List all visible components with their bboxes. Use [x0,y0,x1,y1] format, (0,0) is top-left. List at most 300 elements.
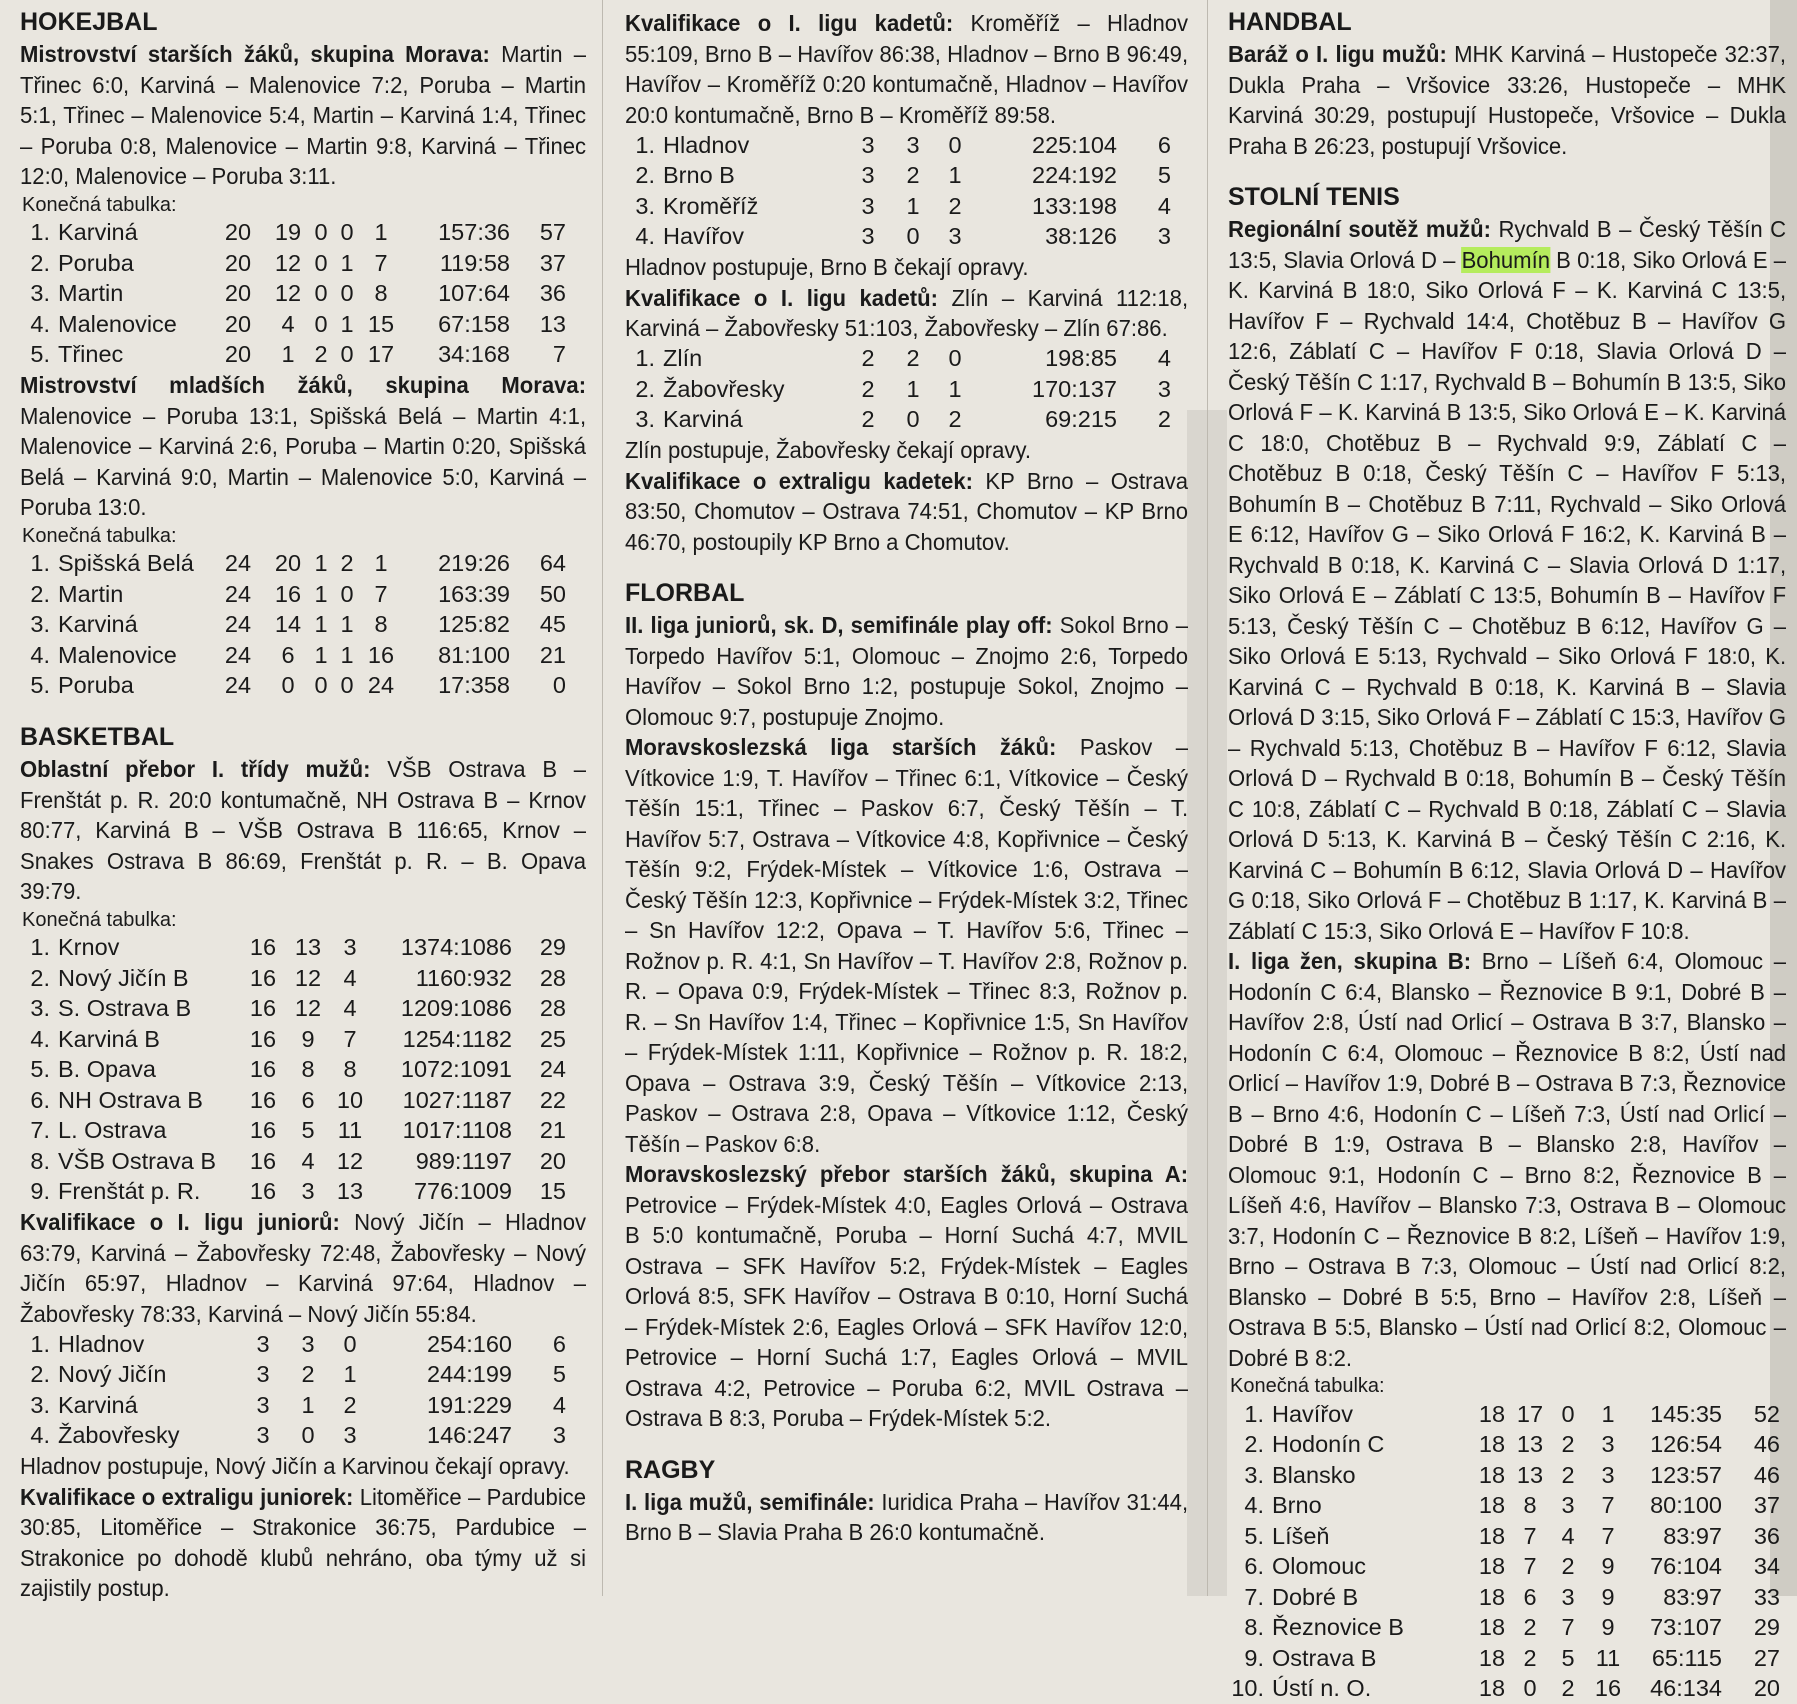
table-cell: 3 [893,130,933,161]
column-divider [602,0,603,1596]
table-cell: 5. [1228,1521,1264,1552]
table-cell: 13 [510,309,566,340]
table-cell: 1. [625,130,655,161]
table-cell: 7 [1548,1613,1588,1644]
table-row [20,1390,566,1421]
table-cell: 0 [308,248,334,279]
paragraph: Kvalifikace o I. ligu kadetů: Zlín – Karviná 112:18, Karviná – Žabovřesky 51:103, Žabovřesky – Zlín 67:86. [625,283,1188,344]
paragraph: Mistrovství starších žáků, skupina Morava: Martin – Třinec 6:0, Karviná – Malenovice 7:2, Poruba – Martin 5:1, Třinec – Malenovice 5:4, Martin – Karviná 1:4, Třinec – Poruba 0:8, Malenovice – Martin 9:8, Karviná – Třinec 12:0, Malenovice – Poruba 3:11. [20,39,586,192]
table-cell: 5. [20,340,50,371]
paragraph: Moravskoslezský přebor starších žáků, skupina A: Petrovice – Frýdek-Místek 4:0, Eagles Orlová – Ostrava B 5:0 kontumačně, Poruba – Horní Suchá 4:7, MVIL Ostrava – SFK Havířov 5:2, Frýdek-Místek – Eagles Orlová 8:5, SFK Havířov – Ostrava B 0:10, Horní Suchá – Frýdek-Místek 2:6, Eagles Orlová – SFK Havířov 12:0, Petrovice – Horní Suchá 1:7, Eagles Orlová – MVIL Ostrava 4:2, Petrovice – Poruba 6:2, MVIL Ostrava – Ostrava B 8:3, Poruba – Frýdek-Místek 5:2. [625,1159,1188,1434]
table-cell: 7 [510,340,566,371]
table-row [1228,1460,1780,1491]
table-cell: 4. [20,640,50,671]
table-cell: 16 [238,1055,288,1086]
table-cell: 12 [268,248,308,279]
table-cell: 219:26 [402,549,510,580]
table-cell: 9 [1588,1613,1628,1644]
table-cell: 45 [510,610,566,641]
table-cell: 15 [512,1177,566,1208]
table-cell: 3. [1228,1460,1264,1491]
table-cell: 46 [1722,1430,1780,1461]
table-cell: 157:36 [402,218,510,249]
table-cell: 125:82 [402,610,510,641]
table-cell: 0 [308,671,334,702]
table-row [20,279,566,310]
paragraph: Hladnov postupuje, Brno B čekají opravy. [625,252,1188,283]
table-cell: 13 [1512,1430,1548,1461]
table-cell: 244:199 [372,1360,512,1391]
column-2 [625,8,1188,1548]
table-row [20,1329,566,1360]
table-cell: 20 [208,309,268,340]
table-cell: 1 [288,1390,328,1421]
table-row [1228,1643,1780,1674]
table-cell: 7 [328,1024,372,1055]
table-row [1228,1521,1780,1552]
table-row [20,933,566,964]
table-cell: 29 [512,933,566,964]
table-cell: Malenovice [50,640,208,671]
paragraph: I. liga žen, skupina B: Brno – Líšeň 6:4, Olomouc – Hodonín C 6:4, Blansko – Řeznovice B 9:1, Dobré B – Havířov 2:8, Ústí nad Orlicí – Ostrava B 3:7, Blansko – Hodonín C 6:4, Olomouc – Řeznovice B 8:2, Ústí nad Orlicí – Havířov 1:9, Dobré B – Ostrava B 7:3, Řeznovice B – Brno 4:6, Hodonín C – Líšeň 7:3, Ústí nad Orlicí – Dobré B 1:9, Ostrava B – Blansko 2:8, Havířov – Olomouc 9:1, Hodonín C – Brno 8:2, Řeznovice B – Líšeň 4:6, Havířov – Blansko 7:3, Ostrava B – Olomouc 3:7, Hodonín C – Řeznovice B 8:2, Líšeň – Havířov 1:9, Brno – Ostrava B 7:3, Olomouc – Ústí nad Orlicí 8:2, Blansko – Dobré B 5:5, Brno – Havířov 2:8, Líšeň – Ostrava B 5:5, Blansko – Ústí nad Orlicí 8:2, Olomouc – Dobré B 8:2. [1228,946,1786,1373]
table-cell: 14 [268,610,308,641]
table-cell: 3 [238,1421,288,1452]
table-row [1228,1674,1780,1704]
table-cell: 18 [1472,1552,1512,1583]
table-cell: 52 [1722,1399,1780,1430]
table-cell: 4. [20,309,50,340]
table-cell: 20 [208,340,268,371]
table-cell: 119:58 [402,248,510,279]
table-cell: 80:100 [1628,1491,1722,1522]
table-cell: 38:126 [977,222,1117,253]
table-cell: 3 [238,1390,288,1421]
table-cell: 0 [308,279,334,310]
table-cell: 0 [1512,1674,1548,1704]
table-cell: 1 [360,549,402,580]
table-cell: Blansko [1264,1460,1472,1491]
paragraph: Mistrovství mladších žáků, skupina Morava: Malenovice – Poruba 13:1, Spišská Belá – Martin 4:1, Malenovice – Karviná 2:6, Poruba – Martin 0:20, Spišská Belá – Karviná 9:0, Martin – Malenovice 5:0, Karviná – Poruba 13:0. [20,370,586,523]
table-cell: 21 [512,1116,566,1147]
table-cell: 16 [238,994,288,1025]
table-cell: 3 [1588,1460,1628,1491]
table-cell: 2 [893,344,933,375]
table-cell: 18 [1472,1613,1512,1644]
table-cell: 24 [208,579,268,610]
table-cell: 11 [328,1116,372,1147]
table-caption: Konečná tabulka: [22,192,586,218]
table-row [20,1116,566,1147]
table-cell: 6. [1228,1552,1264,1583]
section-title-ragby: RAGBY [625,1456,1188,1484]
section-title-hokejbal: HOKEJBAL [20,8,586,36]
table-row [1228,1613,1780,1644]
table-cell: 18 [1472,1674,1512,1704]
table-cell: 16 [238,1146,288,1177]
table-cell: 1 [334,640,360,671]
table-cell: 1017:1108 [372,1116,512,1147]
column-divider [1207,0,1208,1596]
table-cell: 0 [893,222,933,253]
table-cell: 1 [268,340,308,371]
table-cell: 18 [1472,1430,1512,1461]
table-cell: 2 [933,405,977,436]
table-cell: B. Opava [50,1055,238,1086]
table-row [20,579,566,610]
table-cell: 3 [1588,1430,1628,1461]
table-cell: Třinec [50,340,208,371]
table-row [20,1024,566,1055]
paragraph: II. liga juniorů, sk. D, semifinále play off: Sokol Brno – Torpedo Havířov 5:1, Olomouc – Znojmo 2:6, Torpedo Havířov – Sokol Brno 1:2, postupuje Sokol, Znojmo – Olomouc 9:7, postupuje Znojmo. [625,610,1188,732]
table-cell: 16 [238,1177,288,1208]
table-cell: 24 [208,610,268,641]
table-cell: 7. [20,1116,50,1147]
table-cell: 2. [20,248,50,279]
table-cell: 7 [1512,1521,1548,1552]
table-cell: 163:39 [402,579,510,610]
table-row [20,640,566,671]
table-cell: 2 [1512,1613,1548,1644]
table-cell: 0 [308,309,334,340]
table-cell: 36 [510,279,566,310]
table-cell: 2 [843,405,893,436]
table-cell: 4. [20,1421,50,1452]
table-cell: 13 [1512,1460,1548,1491]
table-row [20,994,566,1025]
table-row [20,1360,566,1391]
table-cell: 123:57 [1628,1460,1722,1491]
table-caption: Konečná tabulka: [22,907,586,933]
table-cell: 4 [1117,191,1171,222]
table-cell: Poruba [50,248,208,279]
table-cell: 2 [1512,1643,1548,1674]
table-cell: 1 [334,610,360,641]
table-cell: 0 [268,671,308,702]
table-cell: 34:168 [402,340,510,371]
table-cell: NH Ostrava B [50,1085,238,1116]
table-cell: 4 [268,309,308,340]
table-cell: 6 [288,1085,328,1116]
table-cell: 198:85 [977,344,1117,375]
table-cell: 37 [1722,1491,1780,1522]
table-cell: Karviná [50,218,208,249]
table-cell: 0 [893,405,933,436]
table-cell: 8 [288,1055,328,1086]
table-cell: 3. [20,994,50,1025]
table-cell: 7 [1588,1521,1628,1552]
table-cell: 0 [510,671,566,702]
table-cell: 8. [20,1146,50,1177]
column-3 [1228,8,1786,1704]
table-cell: 3 [238,1329,288,1360]
table-cell: 17 [360,340,402,371]
table-cell: 9. [1228,1643,1264,1674]
table-cell: 1160:932 [372,963,512,994]
section-title-florbal: FLORBAL [625,579,1188,607]
table-cell: 2 [893,161,933,192]
table-cell: 3. [625,405,655,436]
table-cell: 3 [1117,222,1171,253]
table-cell: Dobré B [1264,1582,1472,1613]
table-cell: 50 [510,579,566,610]
table-cell: 18 [1472,1399,1512,1430]
table-row [20,1146,566,1177]
table-cell: 2 [308,340,334,371]
paragraph: Hladnov postupuje, Nový Jičín a Karvinou čekají opravy. [20,1451,586,1482]
table-cell: 16 [1588,1674,1628,1704]
table-row [1228,1552,1780,1583]
table-cell: 133:198 [977,191,1117,222]
table-cell: 6 [512,1329,566,1360]
table-cell: 3 [933,222,977,253]
table-cell: 20 [208,218,268,249]
table-cell: 5. [20,671,50,702]
column-1 [20,8,586,1604]
table-row [20,309,566,340]
table-cell: Martin [50,279,208,310]
table-cell: Karviná [50,610,208,641]
table-cell: Martin [50,579,208,610]
table-cell: 4 [1117,344,1171,375]
table-cell: 1 [893,191,933,222]
table-cell: 0 [288,1421,328,1452]
table-cell: L. Ostrava [50,1116,238,1147]
table-cell: 21 [510,640,566,671]
table-cell: 254:160 [372,1329,512,1360]
table-cell: 0 [334,671,360,702]
table-cell: 7 [1588,1491,1628,1522]
table-cell: 37 [510,248,566,279]
table-cell: 81:100 [402,640,510,671]
table-cell: 2. [625,374,655,405]
table-cell: 13 [328,1177,372,1208]
table-cell: 2. [1228,1430,1264,1461]
table-cell: 1 [328,1360,372,1391]
table-cell: 0 [334,279,360,310]
table-cell: 2. [20,1360,50,1391]
table-cell: 4 [328,963,372,994]
table-cell: 20 [208,279,268,310]
table-cell: 28 [512,963,566,994]
standings-table [625,344,1171,436]
table-cell: 4. [625,222,655,253]
table-cell: 46:134 [1628,1674,1722,1704]
table-cell: 36 [1722,1521,1780,1552]
table-cell: 16 [238,1024,288,1055]
table-row [20,549,566,580]
table-cell: 10. [1228,1674,1264,1704]
table-row [625,191,1171,222]
table-cell: 1 [308,549,334,580]
table-cell: Havířov [655,222,843,253]
table-row [20,1055,566,1086]
table-row [1228,1399,1780,1430]
table-cell: 7. [1228,1582,1264,1613]
table-row [625,130,1171,161]
table-cell: 0 [933,344,977,375]
table-cell: 73:107 [1628,1613,1722,1644]
table-cell: S. Ostrava B [50,994,238,1025]
table-cell: 107:64 [402,279,510,310]
table-row [625,161,1171,192]
table-row [20,1421,566,1452]
table-row [625,344,1171,375]
table-cell: Řeznovice B [1264,1613,1472,1644]
table-cell: 3 [843,222,893,253]
table-cell: 0 [334,579,360,610]
table-cell: 65:115 [1628,1643,1722,1674]
table-cell: 18 [1472,1521,1512,1552]
table-cell: 3 [1117,374,1171,405]
table-cell: 170:137 [977,374,1117,405]
table-cell: 0 [334,340,360,371]
table-cell: 16 [238,1085,288,1116]
paragraph: Kvalifikace o I. ligu kadetů: Kroměříž – Hladnov 55:109, Brno B – Havířov 86:38, Hladnov – Brno B 96:49, Havířov – Kroměříž 0:20 kontumačně, Hladnov – Havířov 20:0 kontumačně, Brno B – Kroměříž 89:58. [625,8,1188,130]
table-cell: 5 [512,1360,566,1391]
table-cell: 3 [843,191,893,222]
table-cell: 6 [268,640,308,671]
table-cell: 18 [1472,1643,1512,1674]
paragraph: Oblastní přebor I. třídy mužů: VŠB Ostrava B – Frenštát p. R. 20:0 kontumačně, NH Ostrava B – Krnov 80:77, Karviná B – VŠB Ostrava B 116:65, Krnov – Snakes Ostrava B 86:69, Frenštát p. R. – B. Opava 39:79. [20,754,586,907]
table-row [20,248,566,279]
table-cell: 6 [1117,130,1171,161]
table-cell: 8 [328,1055,372,1086]
table-cell: 0 [334,218,360,249]
paragraph: Zlín postupuje, Žabovřesky čekají opravy. [625,435,1188,466]
table-cell: 3 [1548,1491,1588,1522]
table-cell: 10 [328,1085,372,1116]
table-cell: 9 [1588,1582,1628,1613]
table-cell: Spišská Belá [50,549,208,580]
table-cell: 16 [238,963,288,994]
table-cell: 1072:1091 [372,1055,512,1086]
highlighted-text: Bohumín [1462,247,1550,273]
table-row [1228,1430,1780,1461]
table-cell: 3 [288,1177,328,1208]
table-cell: 146:247 [372,1421,512,1452]
table-cell: 4 [288,1146,328,1177]
paragraph: Kvalifikace o I. ligu juniorů: Nový Jičín – Hladnov 63:79, Karviná – Žabovřesky 72:48, Žabovřesky – Nový Jičín 65:97, Hladnov – Karviná 97:64, Hladnov – Žabovřesky 78:33, Karviná – Nový Jičín 55:84. [20,1207,586,1329]
table-cell: Poruba [50,671,208,702]
section-title-basketbal: BASKETBAL [20,723,586,751]
table-caption: Konečná tabulka: [1230,1373,1786,1399]
table-cell: 1027:1187 [372,1085,512,1116]
table-row [1228,1491,1780,1522]
table-cell: Líšeň [1264,1521,1472,1552]
paragraph: I. liga mužů, semifinále: Iuridica Praha – Havířov 31:44, Brno B – Slavia Praha B 26:0 kontumačně. [625,1487,1188,1548]
table-cell: 1. [20,1329,50,1360]
table-cell: Nový Jičín B [50,963,238,994]
table-cell: 17:358 [402,671,510,702]
table-cell: 20 [208,248,268,279]
table-cell: Olomouc [1264,1552,1472,1583]
table-cell: 13 [288,933,328,964]
table-cell: 2 [843,374,893,405]
table-cell: Žabovřesky [50,1421,238,1452]
table-cell: 0 [1548,1399,1588,1430]
table-cell: 24 [208,549,268,580]
table-cell: 3 [328,1421,372,1452]
table-cell: 16 [360,640,402,671]
table-cell: 18 [1472,1491,1512,1522]
table-cell: 34 [1722,1552,1780,1583]
table-cell: 1374:1086 [372,933,512,964]
table-cell: 1. [20,933,50,964]
table-cell: 3 [843,161,893,192]
table-cell: 2 [843,344,893,375]
table-cell: 17 [1512,1399,1548,1430]
table-cell: Karviná B [50,1024,238,1055]
table-cell: 11 [1588,1643,1628,1674]
table-cell: 191:229 [372,1390,512,1421]
table-cell: 1 [893,374,933,405]
table-cell: 0 [933,130,977,161]
table-cell: 2 [288,1360,328,1391]
table-cell: 2 [1548,1430,1588,1461]
table-row [20,610,566,641]
table-cell: Ostrava B [1264,1643,1472,1674]
table-cell: Hladnov [50,1329,238,1360]
table-cell: 0 [308,218,334,249]
table-cell: 67:158 [402,309,510,340]
table-cell: 12 [288,963,328,994]
table-cell: 6 [1512,1582,1548,1613]
table-cell: 4 [328,994,372,1025]
table-cell: 2. [20,579,50,610]
table-cell: 20 [1722,1674,1780,1704]
table-row [20,1085,566,1116]
table-cell: Hladnov [655,130,843,161]
table-cell: 24 [208,640,268,671]
table-cell: 2 [328,1390,372,1421]
table-cell: 16 [238,1116,288,1147]
table-cell: 1 [1588,1399,1628,1430]
table-cell: 25 [512,1024,566,1055]
table-cell: 29 [1722,1613,1780,1644]
table-cell: 24 [208,671,268,702]
standings-table [625,130,1171,252]
table-cell: 1. [20,549,50,580]
table-cell: 8 [360,610,402,641]
table-cell: 2 [933,191,977,222]
table-cell: 0 [328,1329,372,1360]
paragraph: Regionální soutěž mužů: Rychvald B – Český Těšín C 13:5, Slavia Orlová D – Bohumín B 0:18, Siko Orlová E – K. Karviná B 18:0, Siko Orlová F – K. Karviná C 13:5, Havířov F – Rychvald 14:4, Chotěbuz B – Havířov G 12:6, Záblatí C – Havířov F 0:18, Slavia Orlová D – Český Těšín C 1:17, Rychvald B – Bohumín B 13:5, Siko Orlová F – K. Karviná B 13:5, Siko Orlová E – K. Karviná C 18:0, Chotěbuz B – Rychvald 9:9, Záblatí C – Chotěbuz B 0:18, Český Těšín C – Havířov F 5:13, Bohumín B – Chotěbuz B 7:11, Rychvald – Siko Orlová E 6:12, Havířov G – Siko Orlová F 16:2, K. Karviná B – Rychvald B 0:18, K. Karviná C – Slavia Orlová D 1:17, Siko Orlová E – Záblatí C 13:5, Bohumín B – Havířov F 5:13, Český Těšín C – Chotěbuz B 6:12, Havířov G – Siko Orlová E 5:13, Rychvald – Siko Orlová F 18:0, K. Karviná C – Rychvald B 0:18, K. Karviná B – Slavia Orlová D 3:15, Siko Orlová F – Záblatí C 15:3, Havířov G – Rychvald 5:13, Chotěbuz B – Havířov F 6:12, Slavia Orlová D – Rychvald B 0:18, Bohumín B – Český Těšín C 10:8, Záblatí C – Rychvald B 0:18, Záblatí C – Slavia Orlová D 5:13, K. Karviná B – Český Těšín C 2:16, K. Karviná C – Bohumín B 6:12, Slavia Orlová D – Havířov G 0:18, Siko Orlová F – Chotěbuz B 1:17, K. Karviná B – Záblatí C 15:3, Siko Orlová E – Havířov F 10:8. [1228,214,1786,946]
table-cell: 4. [1228,1491,1264,1522]
table-cell: 5 [288,1116,328,1147]
table-cell: Krnov [50,933,238,964]
table-cell: 1 [334,309,360,340]
table-cell: 8 [360,279,402,310]
table-cell: 2 [1548,1552,1588,1583]
table-cell: 7 [360,248,402,279]
table-row [625,405,1171,436]
table-cell: 3 [843,130,893,161]
table-cell: 12 [268,279,308,310]
table-cell: 20 [512,1146,566,1177]
table-cell: 1. [1228,1399,1264,1430]
table-cell: 2 [334,549,360,580]
table-cell: 7 [360,579,402,610]
table-cell: 5. [20,1055,50,1086]
table-cell: 1 [308,640,334,671]
table-cell: 20 [268,549,308,580]
table-cell: 4 [1548,1521,1588,1552]
table-row [20,671,566,702]
table-cell: 3 [238,1360,288,1391]
table-cell: 33 [1722,1582,1780,1613]
paragraph: Moravskoslezská liga starších žáků: Paskov – Vítkovice 1:9, T. Havířov – Třinec 6:1, Vítkovice – Český Těšín 15:1, Třinec – Paskov 6:7, Český Těšín – T. Havířov 5:7, Ostrava – Vítkovice 4:8, Kopřivnice – Český Těšín 9:2, Frýdek-Místek – Vítkovice 1:6, Ostrava – Český Těšín 12:3, Kopřivnice – Frýdek-Místek 3:2, Třinec – Sn Havířov 12:2, Opava – T. Havířov 5:6, Třinec – Rožnov p. R. 4:1, Sn Havířov – T. Havířov 2:8, Rožnov p. R. – Opava 0:9, Frýdek-Místek – Třinec 8:3, Rožnov p. R. – Sn Havířov 1:4, Třinec – Kopřivnice 1:5, Sn Havířov – Frýdek-Místek 1:11, Kopřivnice – Rožnov p. R. 18:2, Opava – Ostrava 3:9, Český Těšín – Vítkovice 2:13, Paskov – Ostrava 2:8, Opava – Vítkovice 1:12, Český Těšín – Paskov 6:8. [625,732,1188,1159]
table-cell: 776:1009 [372,1177,512,1208]
